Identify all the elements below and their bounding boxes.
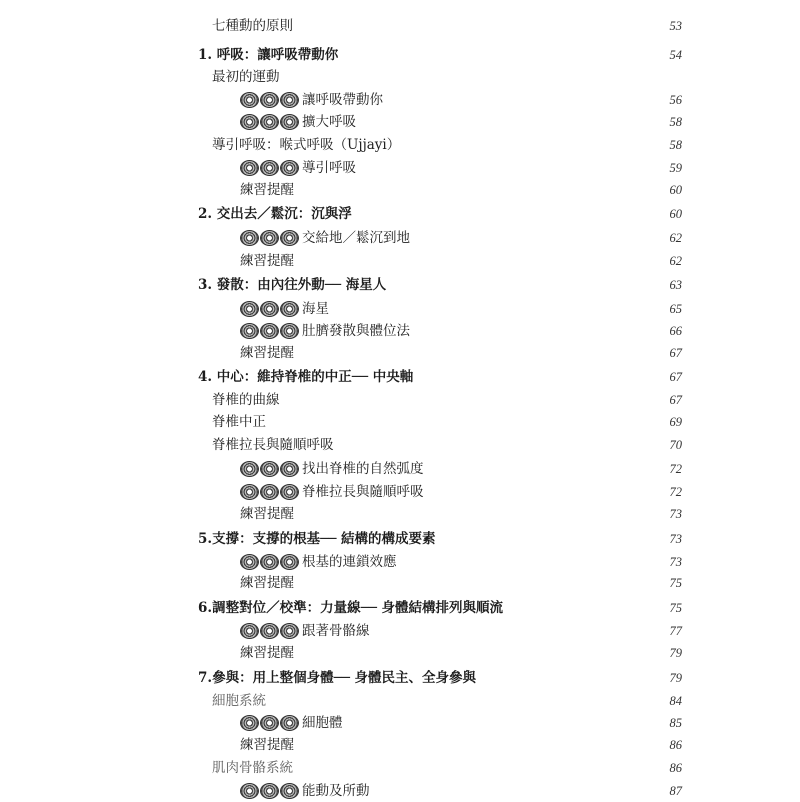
exercise-badge-icon: [240, 114, 299, 130]
toc-entry: [0, 134, 800, 156]
entry-title: 細胞體: [302, 715, 343, 731]
practice-coin-icon: [260, 715, 279, 731]
chapter-entry: [0, 528, 800, 550]
practice-coin-icon: [260, 623, 279, 639]
exercise-badge-icon: [240, 484, 299, 500]
entry-title: 脊椎的曲線: [212, 392, 280, 408]
entry-title: 七種動的原則: [212, 18, 293, 34]
page-number: 60: [669, 207, 682, 221]
practice-coin-icon: [240, 301, 259, 317]
toc-entry: [0, 250, 800, 272]
practice-coin-icon: [240, 461, 259, 477]
exercise-entry: [0, 551, 800, 573]
entry-title: 找出脊椎的自然弧度: [302, 461, 424, 477]
toc-entry: [0, 690, 800, 712]
entry-title: 根基的連鎖效應: [302, 554, 397, 570]
practice-coin-icon: [280, 92, 299, 108]
chapter-entry: [0, 203, 800, 225]
practice-coin-icon: [260, 92, 279, 108]
entry-title: 2. 交出去／鬆沉：沉與浮: [198, 206, 352, 222]
entry-title: 練習提醒: [240, 645, 294, 661]
page-number: 65: [669, 302, 682, 316]
page-number: 59: [669, 161, 682, 175]
page-number: 56: [669, 93, 682, 107]
toc-entry: [0, 342, 800, 364]
page-number: 75: [669, 576, 682, 590]
practice-coin-icon: [280, 323, 299, 339]
entry-title: 能動及所動: [302, 783, 370, 799]
practice-coin-icon: [240, 715, 259, 731]
exercise-entry: [0, 157, 800, 179]
toc-entry: [0, 572, 800, 594]
toc-entry: [0, 642, 800, 664]
page-number: 53: [669, 19, 682, 33]
toc-entry: [0, 411, 800, 433]
practice-coin-icon: [280, 554, 299, 570]
entry-title: 肚臍發散與體位法: [302, 323, 410, 339]
page-number: 60: [669, 183, 682, 197]
entry-title: 4. 中心：維持脊椎的中正── 中央軸: [198, 369, 414, 385]
practice-coin-icon: [260, 461, 279, 477]
practice-coin-icon: [260, 301, 279, 317]
exercise-entry: [0, 458, 800, 480]
entry-title: 導引呼吸：喉式呼吸（Ujjayi）: [212, 137, 401, 153]
exercise-entry: [0, 227, 800, 249]
practice-coin-icon: [280, 623, 299, 639]
practice-coin-icon: [280, 230, 299, 246]
entry-title: 練習提醒: [240, 345, 294, 361]
entry-title: 3. 發散：由內往外動── 海星人: [198, 277, 387, 293]
chapter-entry: [0, 597, 800, 619]
practice-coin-icon: [280, 484, 299, 500]
toc-entry: [0, 734, 800, 756]
page-number: 58: [669, 115, 682, 129]
page-number: 73: [669, 532, 682, 546]
entry-title: 練習提醒: [240, 506, 294, 522]
practice-coin-icon: [240, 623, 259, 639]
page-number: 62: [669, 254, 682, 268]
practice-coin-icon: [260, 783, 279, 799]
entry-title: 跟著骨骼線: [302, 623, 370, 639]
page-number: 79: [669, 646, 682, 660]
practice-coin-icon: [280, 461, 299, 477]
practice-coin-icon: [240, 323, 259, 339]
exercise-badge-icon: [240, 623, 299, 639]
entry-title: 讓呼吸帶動你: [302, 92, 383, 108]
page-number: 70: [669, 438, 682, 452]
entry-title: 練習提醒: [240, 253, 294, 269]
toc-entry: [0, 179, 800, 201]
practice-coin-icon: [280, 301, 299, 317]
entry-title: 交給地／鬆沉到地: [302, 230, 410, 246]
page-number: 69: [669, 415, 682, 429]
entry-title: 脊椎拉長與隨順呼吸: [212, 437, 334, 453]
practice-coin-icon: [260, 323, 279, 339]
exercise-badge-icon: [240, 461, 299, 477]
entry-title: 練習提醒: [240, 575, 294, 591]
practice-coin-icon: [260, 114, 279, 130]
entry-title: 脊椎中正: [212, 414, 266, 430]
toc-entry: [0, 503, 800, 525]
toc-entry: [0, 15, 800, 37]
page-number: 67: [669, 346, 682, 360]
page-number: 73: [669, 507, 682, 521]
practice-coin-icon: [240, 114, 259, 130]
exercise-badge-icon: [240, 160, 299, 176]
practice-coin-icon: [260, 554, 279, 570]
page-number: 72: [669, 462, 682, 476]
page-number: 85: [669, 716, 682, 730]
exercise-entry: [0, 89, 800, 111]
entry-title: 脊椎拉長與隨順呼吸: [302, 484, 424, 500]
practice-coin-icon: [240, 554, 259, 570]
page-number: 72: [669, 485, 682, 499]
exercise-badge-icon: [240, 783, 299, 799]
page-number: 58: [669, 138, 682, 152]
practice-coin-icon: [260, 484, 279, 500]
exercise-badge-icon: [240, 715, 299, 731]
entry-title: 肌肉骨骼系統: [212, 760, 293, 776]
entry-title: 海星: [302, 301, 329, 317]
entry-title: 7.參與：用上整個身體── 身體民主、全身參與: [198, 670, 477, 686]
practice-coin-icon: [280, 160, 299, 176]
practice-coin-icon: [240, 160, 259, 176]
chapter-entry: [0, 667, 800, 689]
page-number: 63: [669, 278, 682, 292]
practice-coin-icon: [240, 92, 259, 108]
exercise-entry: [0, 780, 800, 802]
entry-title: 6.調整對位／校準：力量線── 身體結構排列與順流: [198, 600, 504, 616]
practice-coin-icon: [260, 230, 279, 246]
entry-title: 練習提醒: [240, 737, 294, 753]
entry-title: 擴大呼吸: [302, 114, 356, 130]
page-number: 84: [669, 694, 682, 708]
entry-title: 5.支撐：支撐的根基── 結構的構成要素: [198, 531, 436, 547]
exercise-entry: [0, 111, 800, 133]
entry-title: 導引呼吸: [302, 160, 356, 176]
practice-coin-icon: [280, 114, 299, 130]
exercise-badge-icon: [240, 230, 299, 246]
toc-entry: [0, 389, 800, 411]
exercise-badge-icon: [240, 92, 299, 108]
entry-title: 練習提醒: [240, 182, 294, 198]
page-number: 77: [669, 624, 682, 638]
practice-coin-icon: [240, 783, 259, 799]
practice-coin-icon: [280, 715, 299, 731]
practice-coin-icon: [240, 484, 259, 500]
page-number: 87: [669, 784, 682, 798]
exercise-badge-icon: [240, 323, 299, 339]
entry-title: 細胞系統: [212, 693, 266, 709]
exercise-entry: [0, 481, 800, 503]
chapter-entry: [0, 44, 800, 66]
page-number: 79: [669, 671, 682, 685]
page-number: 86: [669, 738, 682, 752]
page-number: 67: [669, 393, 682, 407]
exercise-entry: [0, 712, 800, 734]
page-number: 54: [669, 48, 682, 62]
practice-coin-icon: [260, 160, 279, 176]
chapter-entry: [0, 274, 800, 296]
page-number: 86: [669, 761, 682, 775]
practice-coin-icon: [240, 230, 259, 246]
page-number: 62: [669, 231, 682, 245]
exercise-entry: [0, 320, 800, 342]
exercise-badge-icon: [240, 301, 299, 317]
exercise-entry: [0, 298, 800, 320]
chapter-entry: [0, 366, 800, 388]
toc-entry: [0, 434, 800, 456]
toc-entry: [0, 757, 800, 779]
page-number: 67: [669, 370, 682, 384]
entry-title: 最初的運動: [212, 69, 280, 85]
entry-title: 1. 呼吸：讓呼吸帶動你: [198, 47, 339, 63]
exercise-badge-icon: [240, 554, 299, 570]
practice-coin-icon: [280, 783, 299, 799]
exercise-entry: [0, 620, 800, 642]
page-number: 75: [669, 601, 682, 615]
page-number: 73: [669, 555, 682, 569]
page-number: 66: [669, 324, 682, 338]
toc-entry: [0, 66, 800, 88]
